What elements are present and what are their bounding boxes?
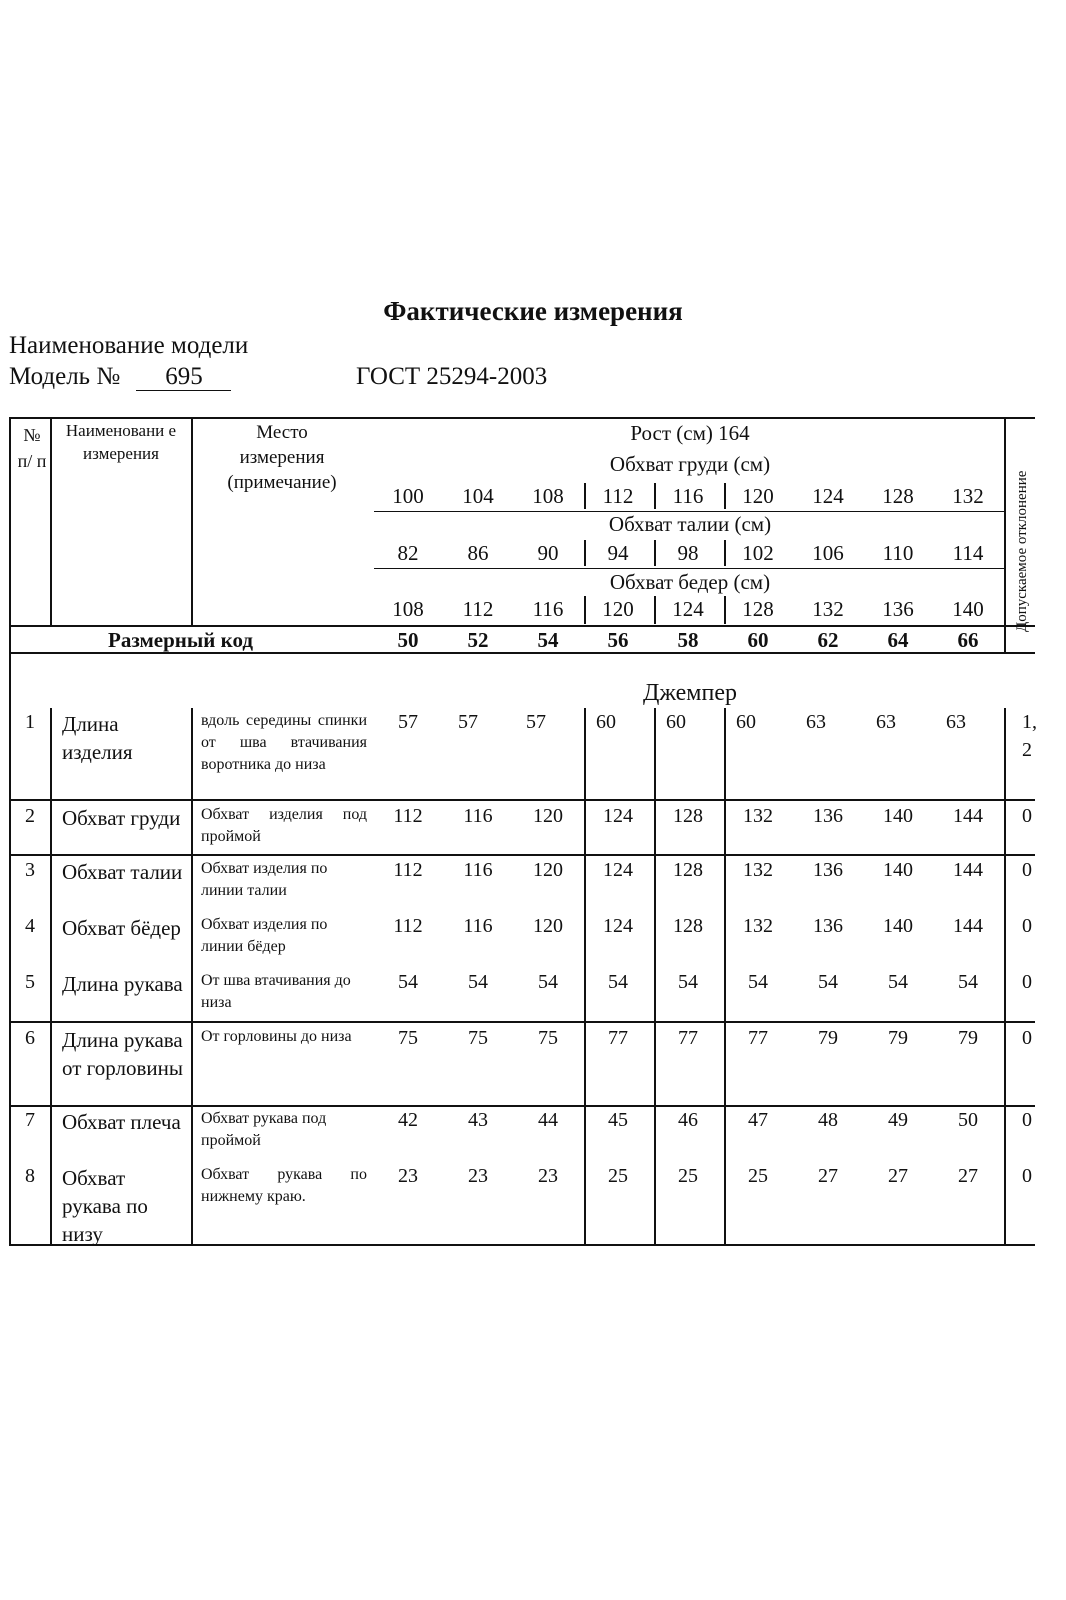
measurement-name: Длина изделия (62, 712, 133, 764)
model-no-label: Модель № (9, 363, 121, 390)
size-code-value: 62 (817, 628, 839, 652)
measurement-value: 77 (678, 1027, 698, 1049)
row-rule-2 (9, 854, 1035, 856)
model-name-label: Наименование модели (9, 332, 249, 359)
row-number: 5 (25, 971, 35, 993)
col-rule-no-body (50, 708, 52, 1246)
measurement-name: Обхват плеча (62, 1110, 181, 1134)
measurement-value: 140 (883, 915, 913, 937)
measurement-value: 60 (596, 711, 616, 733)
row-number: 7 (25, 1109, 35, 1131)
size-code-value: 64 (887, 628, 909, 652)
measurement-value: 43 (468, 1109, 488, 1131)
measurement-place: Обхват рукава под проймой (201, 1110, 327, 1149)
measurement-value: 124 (603, 859, 633, 881)
measurement-value: 79 (888, 1027, 908, 1049)
measurement-value: 112 (393, 859, 423, 881)
measurement-value: 63 (806, 711, 826, 733)
bust-value: 128 (882, 484, 914, 508)
measurement-value: 27 (958, 1165, 978, 1187)
size-code-value: 66 (957, 628, 979, 652)
measurement-value: 57 (458, 711, 478, 733)
hips-value: 116 (532, 597, 564, 621)
row-number: 3 (25, 859, 35, 881)
col-rule-name-header (191, 417, 193, 627)
tolerance-value: 0 (1022, 915, 1032, 937)
row-rule-5 (9, 1021, 1035, 1023)
measurement-value: 144 (953, 859, 983, 881)
measurement-value: 25 (678, 1165, 698, 1187)
hips-divider (584, 596, 586, 624)
waist-divider (724, 540, 726, 566)
measurement-value: 54 (958, 971, 978, 993)
measurement-value: 124 (603, 915, 633, 937)
measurement-value: 116 (463, 915, 493, 937)
measurement-value: 132 (743, 915, 773, 937)
body-group-divider (654, 708, 656, 1246)
measurement-value: 75 (538, 1027, 558, 1049)
measurement-value: 54 (468, 971, 488, 993)
row-rule-1 (9, 799, 1035, 801)
bust-header: Обхват груди (см) (609, 452, 771, 476)
measurement-value: 75 (398, 1027, 418, 1049)
tolerance-value: 0 (1022, 805, 1032, 827)
bust-value: 112 (602, 484, 634, 508)
waist-divider (654, 540, 656, 566)
col-rule-tol-body (1004, 708, 1006, 1246)
measurement-place: Обхват изделия под проймой (201, 806, 367, 845)
table-top-border (9, 417, 1035, 419)
measurement-value: 136 (813, 805, 843, 827)
col-place-header: Место измерения (примечание) (227, 422, 337, 493)
row-number: 4 (25, 915, 35, 937)
tolerance-value: 0 (1022, 859, 1032, 881)
left-border-header (9, 417, 11, 654)
measurement-value: 120 (533, 915, 563, 937)
size-code-value: 54 (537, 628, 559, 652)
bust-divider (654, 483, 656, 509)
bust-value: 100 (392, 484, 424, 508)
tolerance-value: 0 (1022, 1109, 1032, 1131)
standard-label: ГОСТ 25294-2003 (356, 363, 548, 390)
tolerance-value: 0 (1022, 971, 1032, 993)
measurement-value: 54 (678, 971, 698, 993)
measurement-name: Длина рукава (62, 972, 183, 996)
measurement-value: 140 (883, 859, 913, 881)
waist-value: 110 (882, 541, 914, 565)
size-code-label: Размерный код (108, 628, 253, 652)
header-rule-bust (374, 511, 1006, 512)
measurement-value: 57 (398, 711, 418, 733)
measurement-value: 116 (463, 805, 493, 827)
measurement-value: 54 (888, 971, 908, 993)
model-number-line (9, 363, 231, 391)
measurement-value: 48 (818, 1109, 838, 1131)
waist-value: 86 (467, 541, 489, 565)
measurement-value: 50 (958, 1109, 978, 1131)
hips-value: 136 (882, 597, 914, 621)
measurement-value: 45 (608, 1109, 628, 1131)
bust-divider (584, 483, 586, 509)
bust-value: 120 (742, 484, 774, 508)
row-number: 2 (25, 805, 35, 827)
tolerance-value: 1, (1022, 711, 1037, 733)
measurement-name: Обхват рукава по низу (62, 1166, 148, 1246)
measurement-value: 124 (603, 805, 633, 827)
col-no-header: № п/ п (17, 425, 47, 471)
tolerance-value: 0 (1022, 1165, 1032, 1187)
bust-value: 132 (952, 484, 984, 508)
col-name-header: Наименовани е измерения (65, 421, 177, 463)
tolerance-value: 2 (1022, 739, 1032, 761)
measurement-value: 63 (876, 711, 896, 733)
measurement-value: 136 (813, 915, 843, 937)
measurement-place: Обхват изделия по линии талии (201, 860, 328, 899)
size-code-value: 60 (747, 628, 769, 652)
height-header: Рост (см) 164 (630, 421, 750, 445)
body-group-divider (584, 708, 586, 1246)
row-number: 8 (25, 1165, 35, 1187)
hips-value: 124 (672, 597, 704, 621)
measurement-value: 79 (818, 1027, 838, 1049)
measurement-value: 128 (673, 915, 703, 937)
measurement-value: 79 (958, 1027, 978, 1049)
measurement-value: 54 (398, 971, 418, 993)
measurement-value: 136 (813, 859, 843, 881)
measurement-value: 75 (468, 1027, 488, 1049)
measurement-value: 27 (888, 1165, 908, 1187)
model-no-value: 695 (136, 364, 231, 391)
hips-value: 128 (742, 597, 774, 621)
measurement-value: 23 (468, 1165, 488, 1187)
measurement-value: 54 (538, 971, 558, 993)
size-code-value: 50 (397, 628, 419, 652)
waist-divider (584, 540, 586, 566)
measurement-value: 116 (463, 859, 493, 881)
measurement-value: 47 (748, 1109, 768, 1131)
measurement-value: 44 (538, 1109, 558, 1131)
waist-value: 102 (742, 541, 774, 565)
measurement-name: Обхват бёдер (62, 916, 181, 940)
measurement-value: 77 (608, 1027, 628, 1049)
hips-value: 112 (462, 597, 494, 621)
bust-value: 104 (462, 484, 494, 508)
waist-value: 82 (397, 541, 419, 565)
measurement-value: 25 (608, 1165, 628, 1187)
waist-value: 114 (952, 541, 984, 565)
measurement-value: 132 (743, 859, 773, 881)
hips-value: 120 (602, 597, 634, 621)
measurement-value: 57 (526, 711, 546, 733)
measurement-value: 63 (946, 711, 966, 733)
tolerance-header: Допускаемое отклонение (1014, 470, 1030, 632)
measurement-value: 23 (538, 1165, 558, 1187)
left-border-body (9, 652, 11, 1246)
size-code-value: 58 (677, 628, 699, 652)
measurement-value: 120 (533, 859, 563, 881)
hips-divider (654, 596, 656, 624)
measurement-value: 60 (666, 711, 686, 733)
measurement-value: 54 (608, 971, 628, 993)
waist-header: Обхват талии (см) (608, 512, 772, 536)
measurement-value: 25 (748, 1165, 768, 1187)
tolerance-value: 0 (1022, 1027, 1032, 1049)
measurement-value: 23 (398, 1165, 418, 1187)
measurement-value: 128 (673, 859, 703, 881)
row-number: 6 (25, 1027, 35, 1049)
size-code-value: 56 (607, 628, 629, 652)
measurement-value: 128 (673, 805, 703, 827)
hips-value: 140 (952, 597, 984, 621)
measurement-place: От шва втачивания до низа (201, 972, 351, 1011)
measurement-value: 77 (748, 1027, 768, 1049)
measurement-place: От горловины до низа (201, 1028, 352, 1045)
measurement-place: Обхват изделия по линии бёдер (201, 916, 328, 955)
bust-value: 124 (812, 484, 844, 508)
measurement-value: 60 (736, 711, 756, 733)
waist-value: 98 (677, 541, 699, 565)
measurement-value: 42 (398, 1109, 418, 1131)
hips-header: Обхват бедер (см) (609, 570, 771, 594)
bust-value: 108 (532, 484, 564, 508)
header-rule-waist (374, 568, 1006, 569)
col-rule-no-header (50, 417, 52, 627)
hips-value: 132 (812, 597, 844, 621)
measurement-value: 112 (393, 915, 423, 937)
measurement-name: Обхват груди (62, 806, 181, 830)
row-number: 1 (25, 711, 35, 733)
measurement-value: 132 (743, 805, 773, 827)
measurement-value: 46 (678, 1109, 698, 1131)
waist-value: 94 (607, 541, 629, 565)
measurement-value: 144 (953, 915, 983, 937)
measurement-value: 144 (953, 805, 983, 827)
measurement-value: 54 (818, 971, 838, 993)
measurement-value: 49 (888, 1109, 908, 1131)
section-title: Джемпер (643, 680, 737, 706)
waist-value: 90 (537, 541, 559, 565)
bust-value: 116 (672, 484, 704, 508)
size-code-value: 52 (467, 628, 489, 652)
measurement-value: 54 (748, 971, 768, 993)
bust-divider (724, 483, 726, 509)
measurement-place: вдоль середины спинки от шва втачивания воротника до низа (201, 712, 367, 773)
col-rule-tol-header (1004, 417, 1006, 654)
body-group-divider (724, 708, 726, 1246)
measurement-value: 120 (533, 805, 563, 827)
hips-value: 108 (392, 597, 424, 621)
measurement-value: 112 (393, 805, 423, 827)
row-rule-6 (9, 1105, 1035, 1107)
measurement-name: Обхват талии (62, 860, 183, 884)
hips-divider (724, 596, 726, 624)
measurement-place: Обхват рукава по нижнему краю. (201, 1166, 367, 1205)
header-rule-size (9, 625, 1035, 627)
waist-value: 106 (812, 541, 844, 565)
measurement-name: Длина рукава от горловины (62, 1028, 183, 1080)
col-rule-name-body (191, 708, 193, 1246)
measurement-value: 140 (883, 805, 913, 827)
measurement-value: 27 (818, 1165, 838, 1187)
document-title: Фактические измерения (383, 296, 683, 326)
